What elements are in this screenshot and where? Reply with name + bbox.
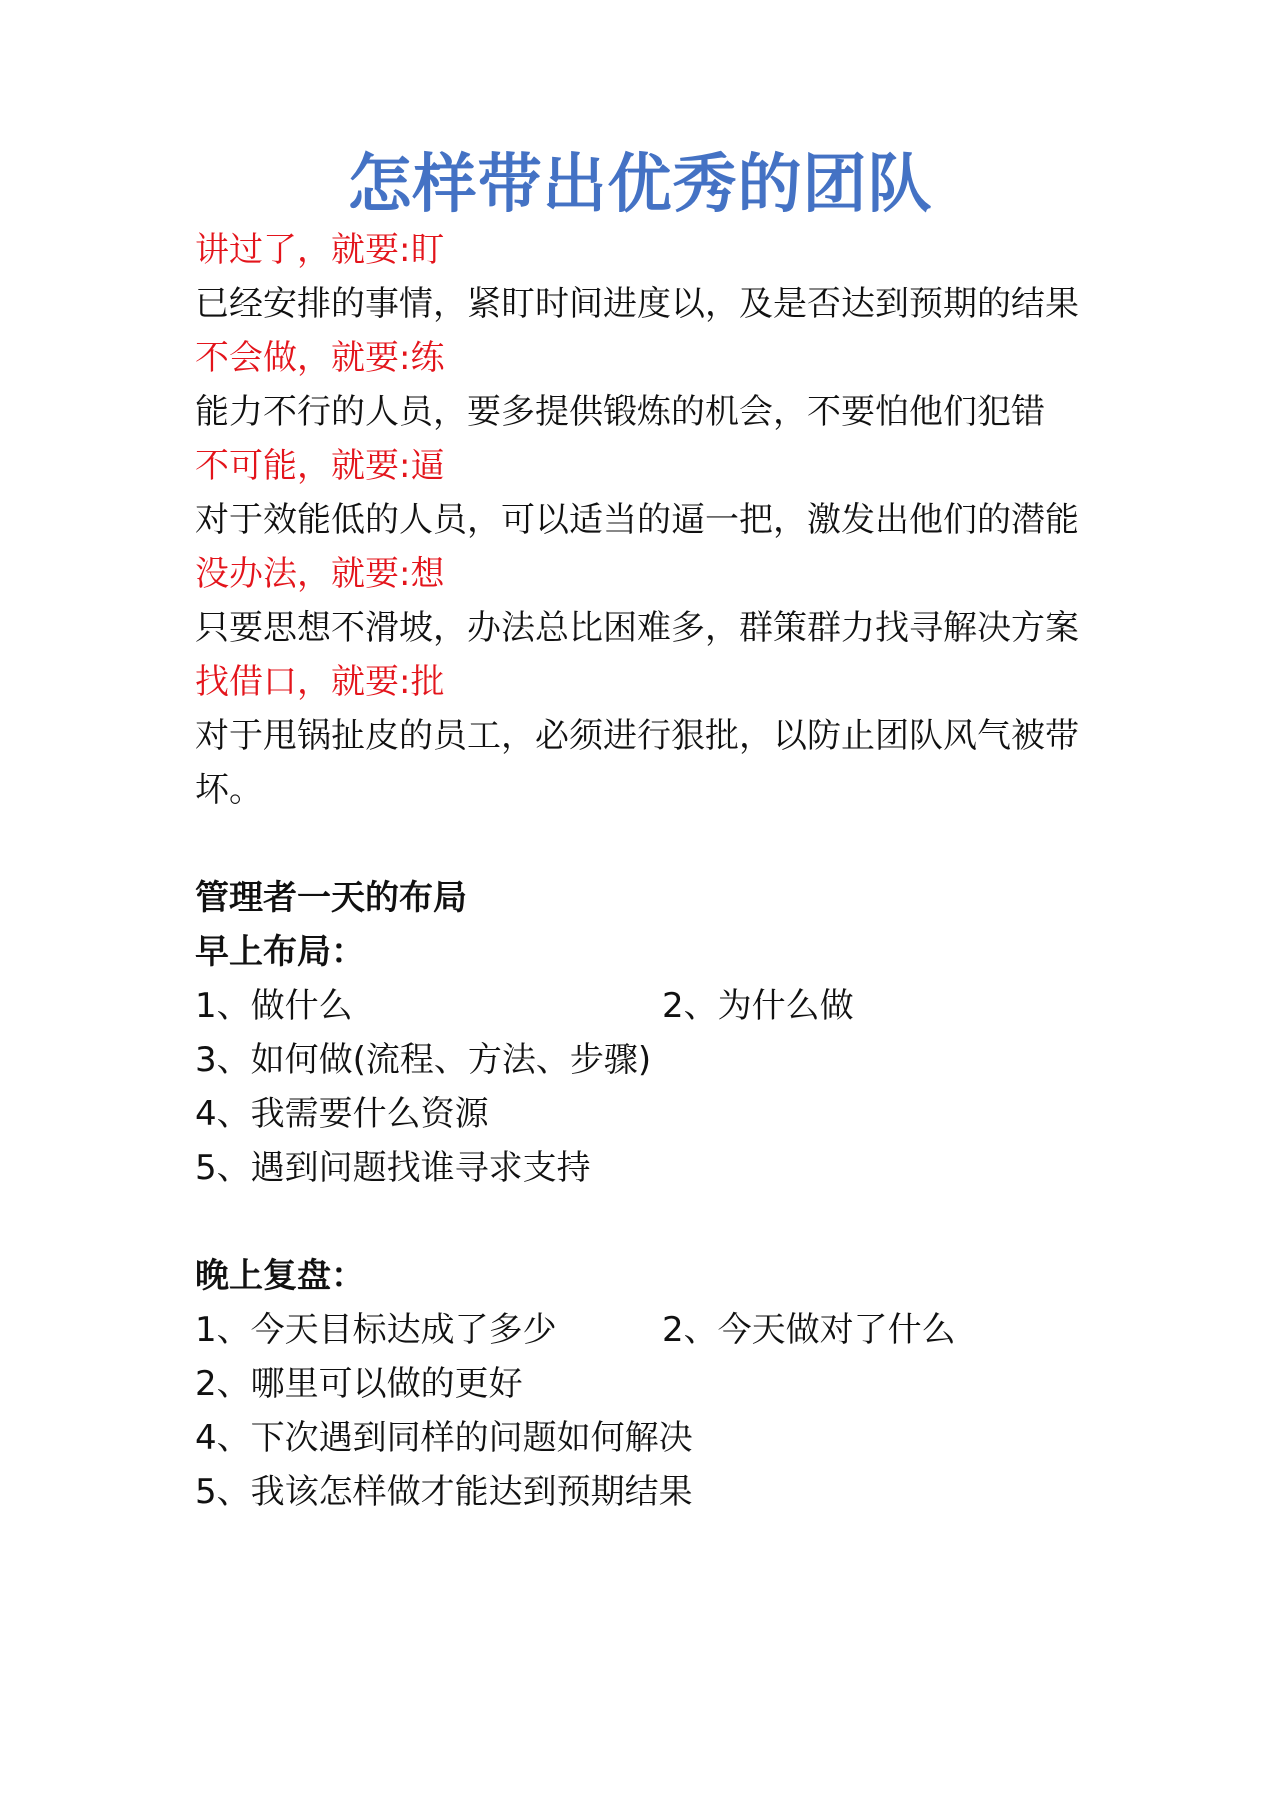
list-item: 4、下次遇到同样的问题如何解决 xyxy=(195,1418,693,1458)
principle-heading: 没办法，就要:想 xyxy=(195,554,445,594)
principle-heading: 不会做，就要:练 xyxy=(195,338,445,378)
principle-heading: 找借口，就要:批 xyxy=(195,662,445,702)
list-item: 2、哪里可以做的更好 xyxy=(195,1364,523,1404)
principle-heading: 不可能，就要:逼 xyxy=(195,446,445,486)
principle-text: 对于甩锅扯皮的员工，必须进行狠批，以防止团队风气被带坏。 xyxy=(195,716,1079,810)
evening-row xyxy=(195,1303,1095,1357)
principle-text: 对于效能低的人员，可以适当的逼一把，激发出他们的潜能 xyxy=(195,500,1079,540)
list-item: 2、为什么做 xyxy=(662,986,854,1026)
list-item: 5、遇到问题找谁寻求支持 xyxy=(195,1148,591,1188)
principle-text: 已经安排的事情，紧盯时间进度以，及是否达到预期的结果 xyxy=(195,284,1079,324)
list-item: 1、今天目标达成了多少 xyxy=(195,1310,557,1350)
document-body xyxy=(195,223,1095,1519)
page-title: 怎样带出优秀的团队 xyxy=(347,148,933,222)
list-item: 4、我需要什么资源 xyxy=(195,1094,489,1134)
list-item: 2、今天做对了什么 xyxy=(662,1310,956,1350)
principle-heading: 讲过了，就要:盯 xyxy=(195,230,445,270)
list-item: 3、如何做(流程、方法、步骤) xyxy=(195,1040,652,1080)
principle-text: 只要思想不滑坡，办法总比困难多，群策群力找寻解决方案 xyxy=(195,608,1079,648)
principle-text: 能力不行的人员，要多提供锻炼的机会，不要怕他们犯错 xyxy=(195,392,1045,432)
evening-heading: 晚上复盘： xyxy=(195,1256,365,1296)
section-title: 管理者一天的布局 xyxy=(195,878,467,918)
list-item: 1、做什么 xyxy=(195,986,353,1026)
morning-heading: 早上布局： xyxy=(195,932,365,972)
morning-row xyxy=(195,979,1095,1033)
list-item: 5、我该怎样做才能达到预期结果 xyxy=(195,1472,693,1512)
